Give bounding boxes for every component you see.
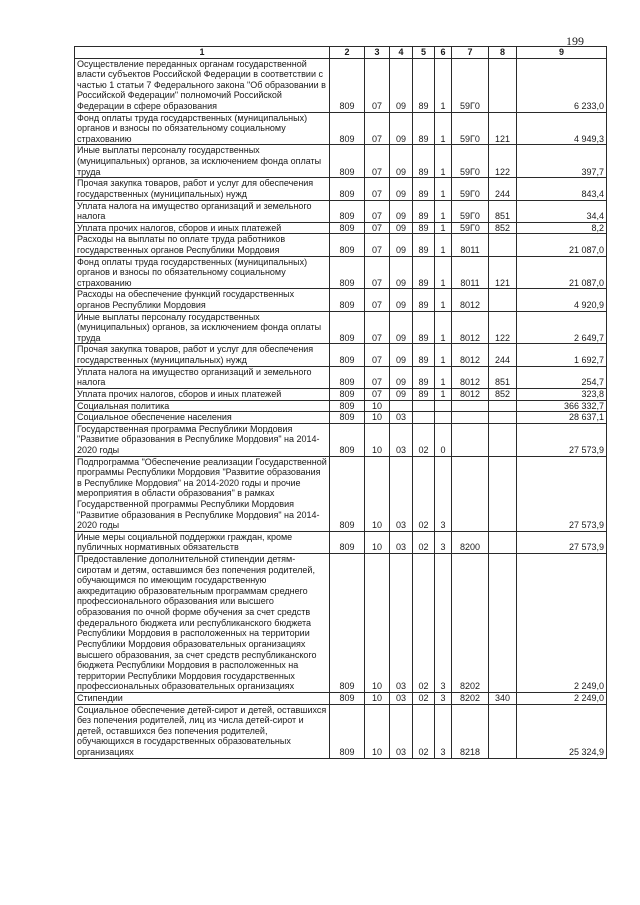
subprogram-cell: 3 <box>435 531 452 553</box>
article-cell: 8202 <box>452 554 489 693</box>
subsection-cell: 09 <box>390 256 413 289</box>
code-cell: 809 <box>330 388 365 400</box>
table-row <box>75 311 607 344</box>
name-cell: Предоставление дополнительной стипендии детям-сиротам и детям, оставшимся без попечения родителей, обучающимся по имеющим государственную аккредитацию образовательным программам среднего профессионального образования или высшего образования по очной форме обучения за счет средств федерального бюджета или республиканского бюджета Республики Мордовия в расположенных на территории Республики Мордовия образовательных организациях высшего образования, за счет средств республиканского бюджета Республики Мордовия в расположенных на территории Республики Мордовия государственных профессиональных образовательных организациях <box>75 554 330 693</box>
section-cell: 07 <box>365 178 390 200</box>
name-cell: Прочая закупка товаров, работ и услуг для обеспечения государственных (муниципальных) нужд <box>75 344 330 366</box>
column-header-4: 4 <box>390 47 413 59</box>
expense-type-cell: 851 <box>489 366 517 388</box>
program-cell: 89 <box>413 311 435 344</box>
amount-cell: 27 573,9 <box>517 456 607 531</box>
program-cell: 89 <box>413 112 435 145</box>
subsection-cell: 09 <box>390 112 413 145</box>
code-cell: 809 <box>330 58 365 112</box>
section-cell: 07 <box>365 58 390 112</box>
subprogram-cell: 1 <box>435 112 452 145</box>
code-cell: 809 <box>330 256 365 289</box>
code-cell: 809 <box>330 112 365 145</box>
table-row <box>75 388 607 400</box>
expense-type-cell <box>489 456 517 531</box>
code-cell: 809 <box>330 554 365 693</box>
subprogram-cell: 1 <box>435 58 452 112</box>
section-cell: 07 <box>365 222 390 234</box>
table-row <box>75 145 607 178</box>
amount-cell: 2 249,0 <box>517 692 607 704</box>
program-cell: 02 <box>413 423 435 456</box>
amount-cell: 4 949,3 <box>517 112 607 145</box>
code-cell: 809 <box>330 222 365 234</box>
name-cell: Иные выплаты персоналу государственных (муниципальных) органов, за исключением фонда оплаты труда <box>75 145 330 178</box>
amount-cell: 27 573,9 <box>517 531 607 553</box>
program-cell: 89 <box>413 178 435 200</box>
section-cell: 07 <box>365 388 390 400</box>
amount-cell: 21 087,0 <box>517 234 607 256</box>
table-row <box>75 112 607 145</box>
amount-cell: 34,4 <box>517 200 607 222</box>
code-cell: 809 <box>330 289 365 311</box>
section-cell: 07 <box>365 200 390 222</box>
program-cell: 89 <box>413 145 435 178</box>
section-cell: 10 <box>365 531 390 553</box>
section-cell: 07 <box>365 256 390 289</box>
subprogram-cell: 3 <box>435 456 452 531</box>
table-row <box>75 423 607 456</box>
article-cell: 8012 <box>452 289 489 311</box>
subprogram-cell: 1 <box>435 366 452 388</box>
amount-cell: 6 233,0 <box>517 58 607 112</box>
code-cell: 809 <box>330 531 365 553</box>
table-row <box>75 692 607 704</box>
name-cell: Прочая закупка товаров, работ и услуг для обеспечения государственных (муниципальных) нужд <box>75 178 330 200</box>
article-cell <box>452 423 489 456</box>
subsection-cell: 09 <box>390 200 413 222</box>
article-cell: 8202 <box>452 692 489 704</box>
table-row <box>75 366 607 388</box>
column-header-2: 2 <box>330 47 365 59</box>
amount-cell: 397,7 <box>517 145 607 178</box>
name-cell: Расходы на выплаты по оплате труда работников государственных органов Республики Мордовия <box>75 234 330 256</box>
expense-type-cell <box>489 400 517 412</box>
article-cell: 59Г0 <box>452 178 489 200</box>
expense-type-cell: 121 <box>489 112 517 145</box>
name-cell: Иные меры социальной поддержки граждан, кроме публичных нормативных обязательств <box>75 531 330 553</box>
code-cell: 809 <box>330 412 365 424</box>
subsection-cell: 09 <box>390 234 413 256</box>
section-cell: 10 <box>365 692 390 704</box>
section-cell: 10 <box>365 412 390 424</box>
code-cell: 809 <box>330 692 365 704</box>
section-cell: 07 <box>365 311 390 344</box>
subprogram-cell: 1 <box>435 234 452 256</box>
code-cell: 809 <box>330 400 365 412</box>
article-cell: 8012 <box>452 311 489 344</box>
budget-table <box>74 46 607 759</box>
article-cell: 8012 <box>452 388 489 400</box>
section-cell: 10 <box>365 423 390 456</box>
article-cell <box>452 412 489 424</box>
amount-cell: 2 649,7 <box>517 311 607 344</box>
code-cell: 809 <box>330 178 365 200</box>
subprogram-cell <box>435 400 452 412</box>
amount-cell: 28 637,1 <box>517 412 607 424</box>
subsection-cell: 09 <box>390 388 413 400</box>
program-cell <box>413 400 435 412</box>
amount-cell: 27 573,9 <box>517 423 607 456</box>
code-cell: 809 <box>330 311 365 344</box>
expense-type-cell <box>489 234 517 256</box>
article-cell: 59Г0 <box>452 200 489 222</box>
section-cell: 10 <box>365 400 390 412</box>
amount-cell: 2 249,0 <box>517 554 607 693</box>
section-cell: 10 <box>365 704 390 758</box>
code-cell: 809 <box>330 344 365 366</box>
subsection-cell: 03 <box>390 692 413 704</box>
column-header-8: 8 <box>489 47 517 59</box>
subprogram-cell: 3 <box>435 554 452 693</box>
subprogram-cell: 3 <box>435 692 452 704</box>
name-cell: Фонд оплаты труда государственных (муниципальных) органов и взносы по обязательному социальному страхованию <box>75 112 330 145</box>
subprogram-cell: 1 <box>435 256 452 289</box>
name-cell: Уплата прочих налогов, сборов и иных платежей <box>75 388 330 400</box>
subprogram-cell: 1 <box>435 311 452 344</box>
table-row <box>75 704 607 758</box>
program-cell: 02 <box>413 554 435 693</box>
subsection-cell: 09 <box>390 289 413 311</box>
subprogram-cell: 1 <box>435 178 452 200</box>
table-row <box>75 400 607 412</box>
name-cell: Социальное обеспечение детей-сирот и детей, оставшихся без попечения родителей, лиц из числа детей-сирот и детей, оставшихся без попечения родителей, обучающихся в государственных образовательных организациях <box>75 704 330 758</box>
program-cell: 89 <box>413 366 435 388</box>
amount-cell: 8,2 <box>517 222 607 234</box>
subsection-cell: 03 <box>390 423 413 456</box>
program-cell: 02 <box>413 456 435 531</box>
subprogram-cell: 1 <box>435 289 452 311</box>
program-cell: 02 <box>413 531 435 553</box>
subsection-cell: 03 <box>390 554 413 693</box>
code-cell: 809 <box>330 456 365 531</box>
section-cell: 07 <box>365 112 390 145</box>
subsection-cell: 09 <box>390 222 413 234</box>
table-row <box>75 178 607 200</box>
article-cell <box>452 456 489 531</box>
expense-type-cell: 244 <box>489 344 517 366</box>
subprogram-cell: 3 <box>435 704 452 758</box>
name-cell: Иные выплаты персоналу государственных (муниципальных) органов, за исключением фонда оплаты труда <box>75 311 330 344</box>
article-cell: 59Г0 <box>452 112 489 145</box>
column-header-5: 5 <box>413 47 435 59</box>
expense-type-cell <box>489 289 517 311</box>
subprogram-cell: 0 <box>435 423 452 456</box>
table-row <box>75 456 607 531</box>
article-cell: 8012 <box>452 344 489 366</box>
subprogram-cell: 1 <box>435 145 452 178</box>
expense-type-cell <box>489 531 517 553</box>
subsection-cell: 09 <box>390 58 413 112</box>
amount-cell: 843,4 <box>517 178 607 200</box>
program-cell: 89 <box>413 344 435 366</box>
expense-type-cell: 340 <box>489 692 517 704</box>
table-row <box>75 554 607 693</box>
subsection-cell: 09 <box>390 145 413 178</box>
name-cell: Подпрограмма "Обеспечение реализации Государственной программы Республики Мордовия "Развитие образования в Республике Мордовия" на 2014-2020 годы и прочие мероприятия в области образования" в рамках Государственной программы Республики Мордовия "Развитие образования в Республике Мордовия" на 2014-2020 годы <box>75 456 330 531</box>
subsection-cell: 09 <box>390 366 413 388</box>
table-row <box>75 289 607 311</box>
program-cell: 89 <box>413 388 435 400</box>
subsection-cell: 03 <box>390 412 413 424</box>
program-cell: 89 <box>413 289 435 311</box>
expense-type-cell <box>489 704 517 758</box>
code-cell: 809 <box>330 366 365 388</box>
program-cell: 02 <box>413 692 435 704</box>
amount-cell: 1 692,7 <box>517 344 607 366</box>
page-number: 199 <box>566 34 584 48</box>
expense-type-cell: 121 <box>489 256 517 289</box>
name-cell: Государственная программа Республики Мордовия "Развитие образования в Республике Мордовия" на 2014-2020 годы <box>75 423 330 456</box>
table-row <box>75 234 607 256</box>
table-row <box>75 58 607 112</box>
program-cell: 02 <box>413 704 435 758</box>
expense-type-cell: 852 <box>489 388 517 400</box>
name-cell: Фонд оплаты труда государственных (муниципальных) органов и взносы по обязательному социальному страхованию <box>75 256 330 289</box>
subsection-cell: 03 <box>390 531 413 553</box>
subprogram-cell: 1 <box>435 344 452 366</box>
section-cell: 07 <box>365 145 390 178</box>
article-cell: 8011 <box>452 256 489 289</box>
column-header-7: 7 <box>452 47 489 59</box>
name-cell: Осуществление переданных органам государственной власти субъектов Российской Федерации в соответствии с частью 1 статьи 7 Федерального закона "Об образовании в Российской Федерации" полномочий Российской Федерации в сфере образования <box>75 58 330 112</box>
section-cell: 07 <box>365 366 390 388</box>
column-header-1: 1 <box>75 47 330 59</box>
subprogram-cell: 1 <box>435 222 452 234</box>
amount-cell: 323,8 <box>517 388 607 400</box>
expense-type-cell: 122 <box>489 311 517 344</box>
section-cell: 07 <box>365 289 390 311</box>
table-row <box>75 222 607 234</box>
subsection-cell <box>390 400 413 412</box>
subsection-cell: 09 <box>390 344 413 366</box>
subsection-cell: 09 <box>390 178 413 200</box>
table-row <box>75 344 607 366</box>
expense-type-cell: 122 <box>489 145 517 178</box>
article-cell: 59Г0 <box>452 58 489 112</box>
article-cell: 8012 <box>452 366 489 388</box>
expense-type-cell <box>489 423 517 456</box>
article-cell: 59Г0 <box>452 145 489 178</box>
name-cell: Уплата налога на имущество организаций и земельного налога <box>75 200 330 222</box>
name-cell: Социальное обеспечение населения <box>75 412 330 424</box>
expense-type-cell: 851 <box>489 200 517 222</box>
name-cell: Уплата налога на имущество организаций и земельного налога <box>75 366 330 388</box>
expense-type-cell <box>489 412 517 424</box>
expense-type-cell <box>489 554 517 693</box>
amount-cell: 254,7 <box>517 366 607 388</box>
code-cell: 809 <box>330 200 365 222</box>
subsection-cell: 09 <box>390 311 413 344</box>
section-cell: 10 <box>365 554 390 693</box>
table-row <box>75 412 607 424</box>
code-cell: 809 <box>330 704 365 758</box>
code-cell: 809 <box>330 423 365 456</box>
name-cell: Расходы на обеспечение функций государственных органов Республики Мордовия <box>75 289 330 311</box>
subprogram-cell <box>435 412 452 424</box>
column-header-3: 3 <box>365 47 390 59</box>
program-cell: 89 <box>413 222 435 234</box>
section-cell: 10 <box>365 456 390 531</box>
article-cell <box>452 400 489 412</box>
section-cell: 07 <box>365 234 390 256</box>
table-row <box>75 200 607 222</box>
code-cell: 809 <box>330 145 365 178</box>
column-header-6: 6 <box>435 47 452 59</box>
expense-type-cell <box>489 58 517 112</box>
amount-cell: 366 332,7 <box>517 400 607 412</box>
program-cell <box>413 412 435 424</box>
subprogram-cell: 1 <box>435 388 452 400</box>
expense-type-cell: 852 <box>489 222 517 234</box>
program-cell: 89 <box>413 256 435 289</box>
subprogram-cell: 1 <box>435 200 452 222</box>
program-cell: 89 <box>413 200 435 222</box>
subsection-cell: 03 <box>390 456 413 531</box>
expense-type-cell: 244 <box>489 178 517 200</box>
column-header-9: 9 <box>517 47 607 59</box>
name-cell: Социальная политика <box>75 400 330 412</box>
table-header <box>75 47 607 59</box>
amount-cell: 4 920,9 <box>517 289 607 311</box>
name-cell: Уплата прочих налогов, сборов и иных платежей <box>75 222 330 234</box>
code-cell: 809 <box>330 234 365 256</box>
section-cell: 07 <box>365 344 390 366</box>
table-row <box>75 531 607 553</box>
article-cell: 8218 <box>452 704 489 758</box>
program-cell: 89 <box>413 234 435 256</box>
article-cell: 59Г0 <box>452 222 489 234</box>
program-cell: 89 <box>413 58 435 112</box>
table-body <box>75 58 607 758</box>
amount-cell: 21 087,0 <box>517 256 607 289</box>
name-cell: Стипендии <box>75 692 330 704</box>
article-cell: 8011 <box>452 234 489 256</box>
table-row <box>75 256 607 289</box>
header-row <box>75 47 607 59</box>
article-cell: 8200 <box>452 531 489 553</box>
amount-cell: 25 324,9 <box>517 704 607 758</box>
subsection-cell: 03 <box>390 704 413 758</box>
